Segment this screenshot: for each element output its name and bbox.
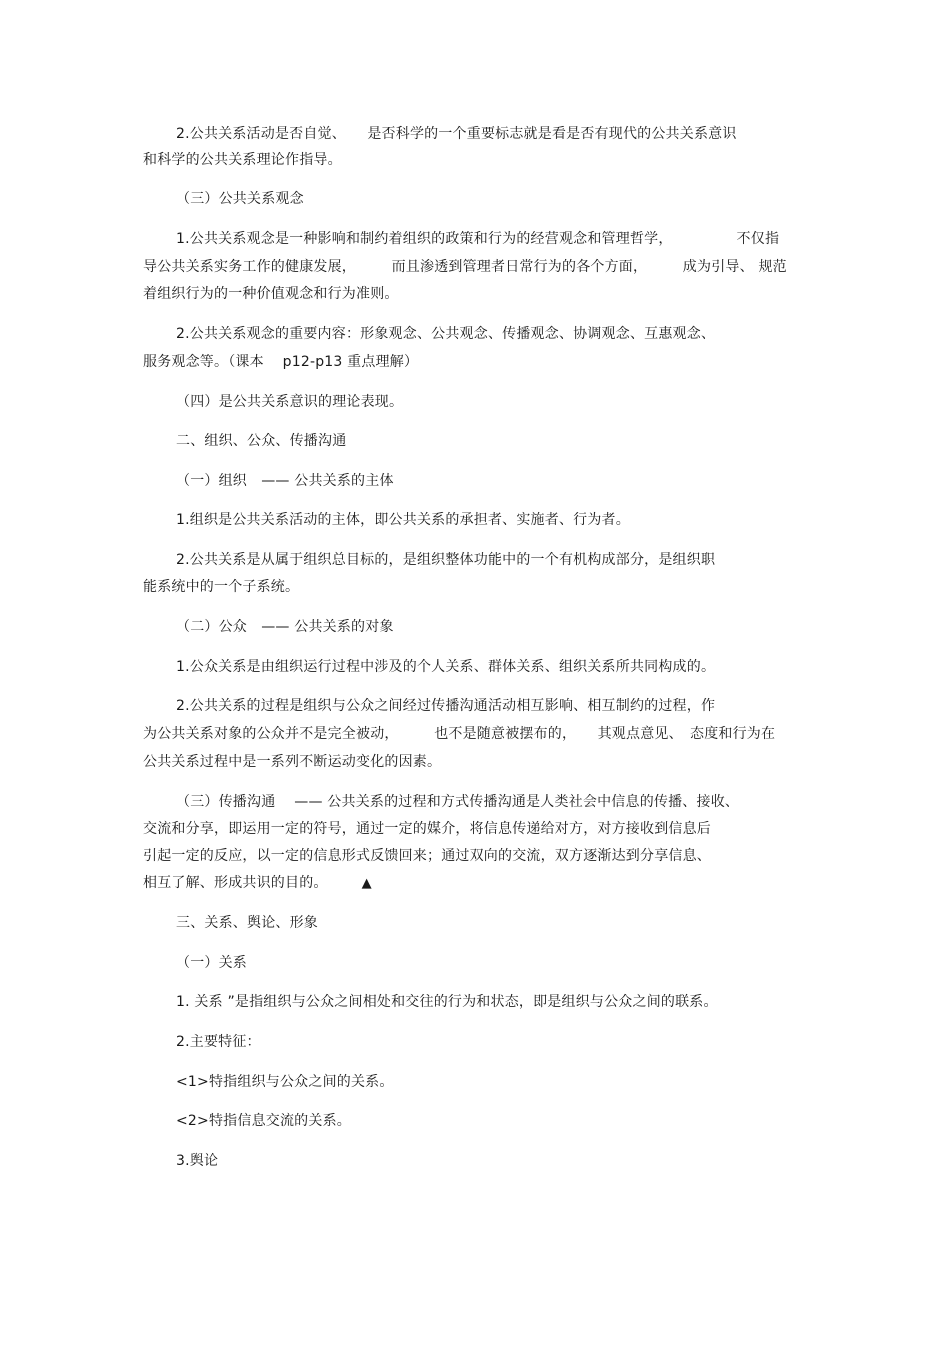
paragraph-line: 1. 关系 ”是指组织与公众之间相处和交往的行为和状态，即是组织与公众之间的联系。 xyxy=(176,994,718,1010)
paragraph-line: 2.公共关系是从属于组织总目标的，是组织整体功能中的一个有机构成部分，是组织职 xyxy=(176,552,716,568)
paragraph-line: 2.公共关系的过程是组织与公众之间经过传播沟通活动相互影响、相互制约的过程，作 xyxy=(176,698,716,714)
section-heading: （三）传播沟通 —— 公共关系的过程和方式传播沟通是人类社会中信息的传播、接收、 xyxy=(176,794,740,810)
paragraph-line: 导公共关系实务工作的健康发展， 而且渗透到管理者日常行为的各个方面， 成为引导、 规范 xyxy=(143,259,787,275)
paragraph-line: 服务观念等。（课本 p12-p13 重点理解） xyxy=(143,354,419,370)
paragraph-line: 3.舆论 xyxy=(176,1153,219,1169)
paragraph-text: 相互了解、形成共识的目的。 xyxy=(143,875,328,891)
paragraph-line: 2.公共关系活动是否自觉、 是否科学的一个重要标志就是看是否有现代的公共关系意识 xyxy=(176,126,737,142)
paragraph-line: 着组织行为的一种价值观念和行为准则。 xyxy=(143,286,399,302)
section-heading: （三）公共关系观念 xyxy=(176,191,304,207)
list-item: <1>特指组织与公众之间的关系。 xyxy=(176,1074,394,1090)
chapter-heading: 三、关系、舆论、形象 xyxy=(176,915,318,931)
list-item: <2>特指信息交流的关系。 xyxy=(176,1113,351,1129)
paragraph-line: 1.公共关系观念是一种影响和制约着组织的政策和行为的经营观念和管理哲学， 不仅指 xyxy=(176,231,780,247)
paragraph-line: 2.主要特征： xyxy=(176,1034,261,1050)
paragraph-line xyxy=(143,873,372,894)
paragraph-line: 交流和分享，即运用一定的符号，通过一定的媒介，将信息传递给对方，对方接收到信息后 xyxy=(143,821,711,837)
section-heading: （一）关系 xyxy=(176,955,247,971)
paragraph-line: 2.公共关系观念的重要内容：形象观念、公共观念、传播观念、协调观念、互惠观念、 xyxy=(176,326,716,342)
paragraph-line: 1.组织是公共关系活动的主体，即公共关系的承担者、实施者、行为者。 xyxy=(176,512,630,528)
section-heading: （二）公众 —— 公共关系的对象 xyxy=(176,619,394,635)
paragraph-line: 能系统中的一个子系统。 xyxy=(143,579,300,595)
paragraph-line: 引起一定的反应，以一定的信息形式反馈回来；通过双向的交流，双方逐渐达到分享信息、 xyxy=(143,848,711,864)
chapter-heading: 二、组织、公众、传播沟通 xyxy=(176,433,347,449)
section-heading: （一）组织 —— 公共关系的主体 xyxy=(176,473,394,489)
paragraph-line: 为公共关系对象的公众并不是完全被动， 也不是随意被摆布的， 其观点意见、 态度和行为在 xyxy=(143,726,776,742)
paragraph-line: 1.公众关系是由组织运行过程中涉及的个人关系、群体关系、组织关系所共同构成的。 xyxy=(176,659,716,675)
section-heading: （四）是公共关系意识的理论表现。 xyxy=(176,394,404,410)
paragraph-line: 公共关系过程中是一系列不断运动变化的因素。 xyxy=(143,754,442,770)
triangle-icon: ▲ xyxy=(361,876,372,891)
paragraph-line: 和科学的公共关系理论作指导。 xyxy=(143,152,342,168)
